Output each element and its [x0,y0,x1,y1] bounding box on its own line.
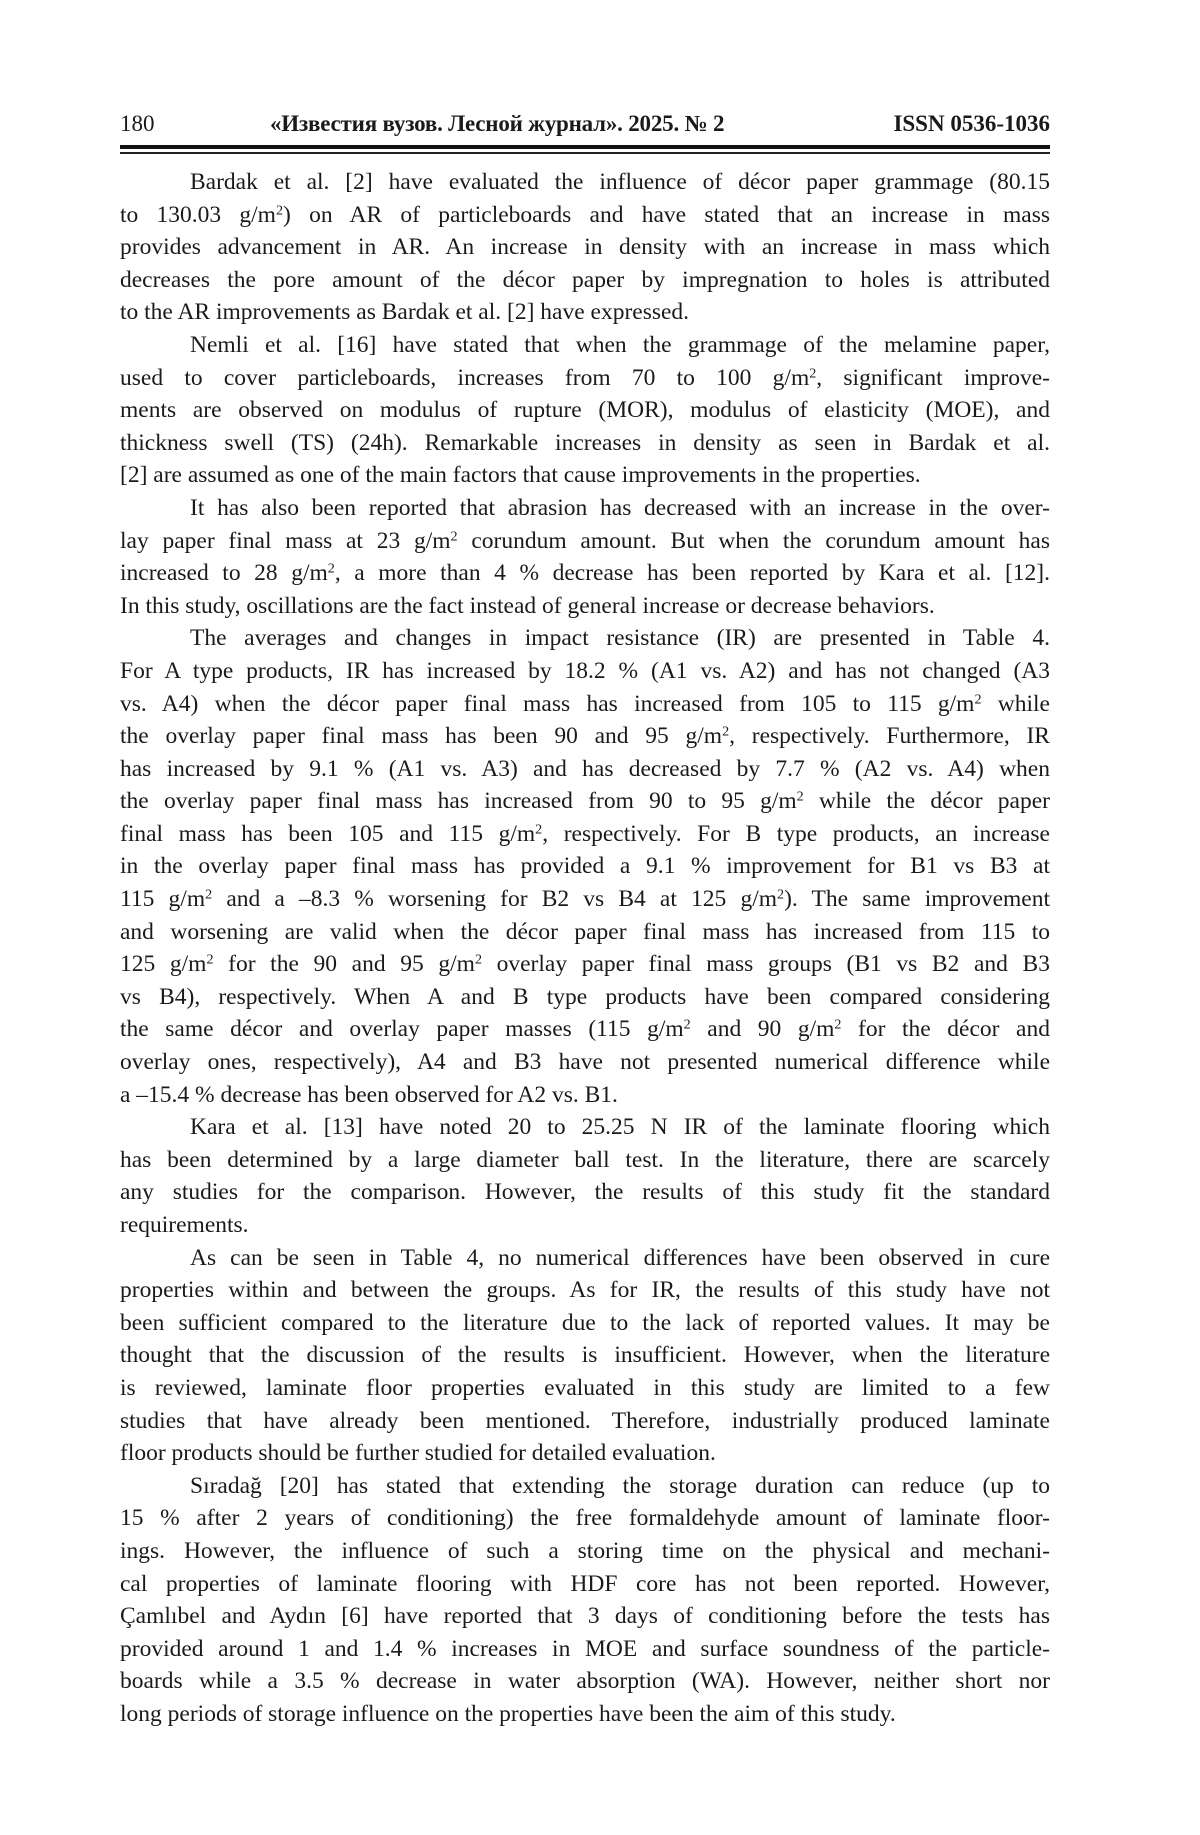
text-line: It has also been reported that abrasion has decreased with an increase in the over- [190,494,1050,521]
text-line: is reviewed, laminate floor properties evaluated in this study are limited to a few [120,1374,1050,1401]
paragraph [120,1470,1050,1731]
body-text [120,166,1050,1731]
text-line: decreases the pore amount of the décor paper by impregnation to holes is attributed [120,266,1050,293]
text-line: The averages and changes in impact resistance (IR) are presented in Table 4. [190,625,1050,652]
text-line: 15 % after 2 years of conditioning) the free formaldehyde amount of laminate floor- [120,1505,1050,1532]
text-line: the overlay paper final mass has been 90 and 95 $g/m^2$, respectively. Furthermore, IR [120,723,1050,750]
text-line: [2] are assumed as one of the main factors that cause improvements in the properties. [120,462,921,489]
text-line: Nemli et al. [16] have stated that when the grammage of the melamine paper, [190,331,1050,358]
text-line: in the overlay paper final mass has provided a 9.1 % improvement for B1 vs B3 at [120,853,1050,880]
text-line: ings. However, the influence of such a storing time on the physical and mechani- [120,1537,1050,1564]
paragraph [120,166,1050,329]
text-line: long periods of storage influence on the properties have been the aim of this study. [120,1700,896,1727]
text-line: cal properties of laminate flooring with HDF core has not been reported. However, [120,1570,1050,1597]
header-rule-thick [120,145,1050,149]
paragraph [120,1242,1050,1470]
text-line: has increased by 9.1 % (A1 vs. A3) and has decreased by 7.7 % (A2 vs. A4) when [120,755,1050,782]
text-line: final mass has been 105 and 115 $g/m^2$, respectively. For B type products, an increase [120,820,1050,847]
text-line: has been determined by a large diameter ball test. In the literature, there are scarcely [120,1146,1050,1173]
text-line: Çamlıbel and Aydın [6] have reported that 3 days of conditioning before the tests has [120,1603,1050,1630]
paragraph [120,1111,1050,1241]
text-line: vs B4), respectively. When A and B type products have been compared considering [120,983,1050,1010]
text-line: to the AR improvements as Bardak et al. [2] have expressed. [120,299,690,326]
journal-title: «Известия вузов. Лесной журнал». 2025. № 2 [270,111,725,136]
text-line: increased to 28 $g/m^2$, a more than 4 % decrease has been reported by Kara et al. [12]. [120,560,1050,587]
text-line: and worsening are valid when the décor paper final mass has increased from 115 to [120,918,1050,945]
text-line: overlay ones, respectively), A4 and B3 have not presented numerical difference while [120,1049,1050,1076]
text-line: requirements. [120,1212,249,1238]
text-line: used to cover particleboards, increases from 70 to 100 $g/m^2$, significant improve- [120,364,1051,391]
text-line: studies that have already been mentioned. Therefore, industrially produced laminate [120,1407,1050,1434]
running-header [120,108,1050,140]
text-line: 125 $g/m^2$ for the 90 and 95 $g/m^2$ overlay paper final mass groups (B1 vs B2 and B3 [120,951,1050,978]
text-line: In this study, oscillations are the fact instead of general increase or decrease behaviors. [120,592,935,619]
issn-label: ISSN 0536-1036 [893,111,1050,136]
text-line: been sufficient compared to the literature due to the lack of reported values. It may be [120,1309,1050,1336]
paragraph [120,622,1050,1111]
text-line: the overlay paper final mass has increased from 90 to 95 $g/m^2$ while the décor paper [120,788,1050,815]
text-line: vs. A4) when the décor paper final mass has increased from 105 to 115 $g/m^2$ while [120,690,1050,717]
text-line: any studies for the comparison. However, the results of this study fit the standard [120,1179,1050,1206]
text-line: to 130.03 $g/m^2$) on AR of particleboards and have stated that an increase in mass [120,201,1050,228]
text-line: 115 $g/m^2$ and a –8.3 % worsening for B2 vs B4 at 125 $g/m^2$). The same improvement [120,886,1050,913]
text-line: For A type products, IR has increased by 18.2 % (A1 vs. A2) and has not changed (A3 [120,657,1050,684]
text-line: the same décor and overlay paper masses (115 $g/m^2$ and 90 $g/m^2$ for the décor and [120,1016,1050,1043]
text-line: floor products should be further studied for detailed evaluation. [120,1440,716,1467]
text-line: properties within and between the groups. As for IR, the results of this study have not [120,1277,1050,1304]
text-line: thought that the discussion of the results is insufficient. However, when the literature [120,1342,1050,1369]
text-line: thickness swell (TS) (24h). Remarkable increases in density as seen in Bardak et al. [120,429,1050,456]
text-line: provided around 1 and 1.4 % increases in MOE and surface soundness of the particle- [120,1635,1050,1662]
text-line: boards while a 3.5 % decrease in water absorption (WA). However, neither short nor [120,1668,1050,1695]
text-line: provides advancement in AR. An increase in density with an increase in mass which [120,234,1050,261]
paragraph [120,329,1050,492]
text-line: ments are observed on modulus of rupture (MOR), modulus of elasticity (MOE), and [120,397,1050,424]
text-line: a –15.4 % decrease has been observed for A2 vs. B1. [120,1081,618,1108]
text-line: Sıradağ [20] has stated that extending the storage duration can reduce (up to [190,1472,1050,1499]
text-line: Kara et al. [13] have noted 20 to 25.25 N IR of the laminate flooring which [190,1114,1050,1141]
paragraph [120,492,1050,622]
text-line: Bardak et al. [2] have evaluated the influence of décor paper grammage (80.15 [190,169,1050,195]
text-line: As can be seen in Table 4, no numerical differences have been observed in cure [190,1244,1050,1271]
text-line: lay paper final mass at 23 $g/m^2$ corundum amount. But when the corundum amount has [120,527,1050,554]
header-rule-thin [120,152,1050,154]
page-number: 180 [120,111,155,136]
